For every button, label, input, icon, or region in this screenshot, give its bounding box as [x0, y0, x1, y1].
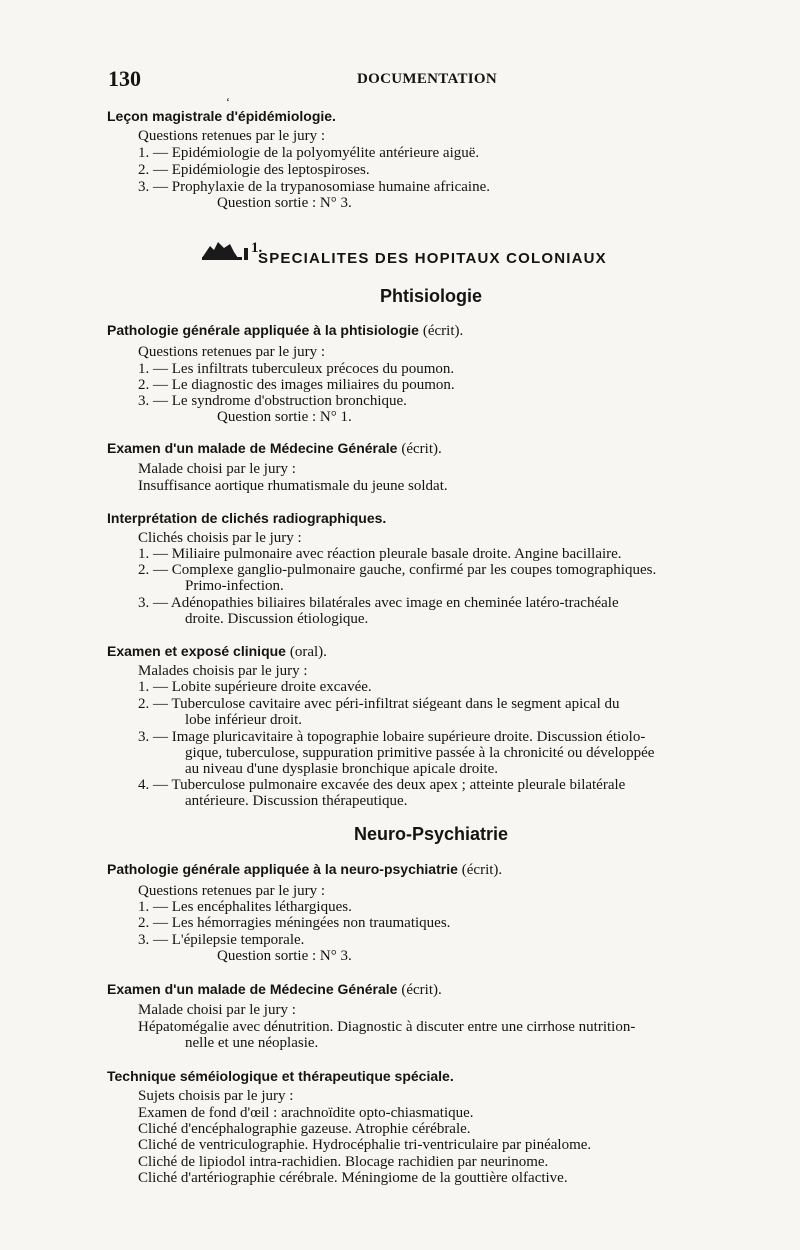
- neuro-technique-line-4: Cliché de ventriculographie. Hydrocéphalie tri-ventriculaire par pinéalome.: [138, 1137, 592, 1153]
- phtisio-cliches-line-5: droite. Discussion étiologique.: [185, 611, 369, 627]
- stray-mark: ‘: [226, 95, 230, 109]
- lecon-item-2: 2. — Epidémiologie des leptospiroses.: [138, 162, 370, 178]
- phtisio-expose-title-text: Examen et exposé clinique: [107, 643, 286, 659]
- phtisio-patho-title-text: Pathologie générale appliquée à la phtisiologie: [107, 322, 419, 338]
- neuro-technique-line-6: Cliché d'artériographie cérébrale. Méningiome de la gouttière olfactive.: [138, 1170, 568, 1186]
- neuro-patho-item-1: 1. — Les encéphalites léthargiques.: [138, 899, 352, 915]
- lecon-item-1: 1. — Epidémiologie de la polyomyélite antérieure aiguë.: [138, 145, 480, 161]
- phtisio-malade-title: [107, 440, 442, 458]
- page-number: 130: [108, 66, 141, 91]
- neuro-patho-title: [107, 861, 502, 879]
- phtisio-expose-line-1: 1. — Lobite supérieure droite excavée.: [138, 679, 372, 695]
- phtisio-patho-suffix: (écrit).: [422, 323, 464, 339]
- neuro-malade-title: [107, 981, 442, 999]
- neuro-patho-intro: Questions retenues par le jury :: [138, 883, 326, 899]
- phtisio-cliches-line-3: Primo-infection.: [185, 578, 284, 594]
- phtisio-expose-line-2: 2. — Tuberculose cavitaire avec péri-infiltrat siégeant dans le segment apical du: [138, 696, 620, 712]
- neuro-patho-sortie: Question sortie : N° 3.: [217, 948, 352, 964]
- neuro-patho-item-2: 2. — Les hémorragies méningées non traumatiques.: [138, 915, 451, 931]
- phtisio-malade-suffix: (écrit).: [401, 441, 442, 457]
- phtisio-cliches-line-4: 3. — Adénopathies biliaires bilatérales avec image en cheminée latéro-trachéale: [138, 595, 619, 611]
- lecon-item-3: 3. — Prophylaxie de la trypanosomiase humaine africaine.: [138, 179, 490, 195]
- neuro-technique-line-3: Cliché d'encéphalographie gazeuse. Atrophie cérébrale.: [138, 1121, 471, 1137]
- phtisio-malade-title-text: Examen d'un malade de Médecine Générale: [107, 440, 398, 456]
- neuro-patho-title-text: Pathologie générale appliquée à la neuro-psychiatrie: [107, 861, 458, 877]
- neuro-malade-line-1: Malade choisi par le jury :: [138, 1002, 296, 1018]
- lecon-intro: Questions retenues par le jury :: [138, 128, 326, 144]
- neuro-malade-line-2: Hépatomégalie avec dénutrition. Diagnostic à discuter entre une cirrhose nutrition-: [138, 1019, 636, 1035]
- phtisio-patho-item-3: 3. — Le syndrome d'obstruction bronchique.: [138, 393, 407, 409]
- lecon-title: Leçon magistrale d'épidémiologie.: [107, 108, 336, 124]
- neuro-patho-suffix: (écrit).: [461, 862, 503, 878]
- phtisio-malade-line-2: Insuffisance aortique rhumatismale du jeune soldat.: [138, 478, 448, 494]
- phtisio-malade-line-1: Malade choisi par le jury :: [138, 461, 296, 477]
- phtisio-cliches-intro: Clichés choisis par le jury :: [138, 530, 302, 546]
- neuro-technique-line-5: Cliché de lipiodol intra-rachidien. Blocage rachidien par neurinome.: [138, 1154, 549, 1170]
- subject-heading-neuro-psychiatrie: Neuro-Psychiatrie: [354, 824, 509, 844]
- neuro-technique-line-1: Sujets choisis par le jury :: [138, 1088, 294, 1104]
- neuro-patho-item-3: 3. — L'épilepsie temporale.: [138, 932, 305, 948]
- section-title: SPECIALITES DES HOPITAUX COLONIAUX: [258, 250, 607, 267]
- neuro-malade-suffix: (écrit).: [401, 982, 442, 998]
- phtisio-cliches-line-1: 1. — Miliaire pulmonaire avec réaction pleurale basale droite. Angine bacillaire.: [138, 546, 622, 562]
- running-title: DOCUMENTATION: [357, 71, 498, 87]
- phtisio-patho-item-1: 1. — Les infiltrats tuberculeux précoces du poumon.: [138, 361, 455, 377]
- phtisio-expose-line-8: antérieure. Discussion thérapeutique.: [185, 793, 408, 809]
- phtisio-expose-title: [107, 643, 327, 661]
- phtisio-expose-intro: Malades choisis par le jury :: [138, 663, 308, 679]
- subject-heading-phtisiologie: Phtisiologie: [380, 286, 483, 306]
- phtisio-patho-sortie: Question sortie : N° 1.: [217, 409, 352, 425]
- phtisio-expose-line-4: 3. — Image pluricavitaire à topographie lobaire supérieure droite. Discussion étiolo-: [138, 729, 646, 745]
- lecon-sortie: Question sortie : N° 3.: [217, 195, 352, 211]
- phtisio-patho-item-2: 2. — Le diagnostic des images miliaires du poumon.: [138, 377, 455, 393]
- phtisio-expose-line-5: gique, tuberculose, suppuration primitive passée à la chronicité ou développée: [185, 745, 655, 761]
- neuro-malade-line-3: nelle et une néoplasie.: [185, 1035, 319, 1051]
- phtisio-expose-line-7: 4. — Tuberculose pulmonaire excavée des deux apex ; atteinte pleurale bilatérale: [138, 777, 626, 793]
- phtisio-patho-title: [107, 322, 463, 340]
- phtisio-expose-suffix: (oral).: [289, 644, 327, 660]
- phtisio-cliches-title: Interprétation de clichés radiographiques.: [107, 510, 387, 526]
- neuro-technique-title: Technique séméiologique et thérapeutique spéciale.: [107, 1068, 454, 1084]
- neuro-technique-line-2: Examen de fond d'œil : arachnoïdite opto-chiasmatique.: [138, 1105, 474, 1121]
- phtisio-expose-line-3: lobe inférieur droit.: [185, 712, 303, 728]
- section-number: 1.: [251, 240, 263, 256]
- phtisio-cliches-line-2: 2. — Complexe ganglio-pulmonaire gauche, confirmé par les coupes tomographiques.: [138, 562, 657, 578]
- phtisio-patho-intro: Questions retenues par le jury :: [138, 344, 326, 360]
- neuro-malade-title-text: Examen d'un malade de Médecine Générale: [107, 981, 398, 997]
- phtisio-expose-line-6: au niveau d'une dysplasie bronchique apicale droite.: [185, 761, 499, 777]
